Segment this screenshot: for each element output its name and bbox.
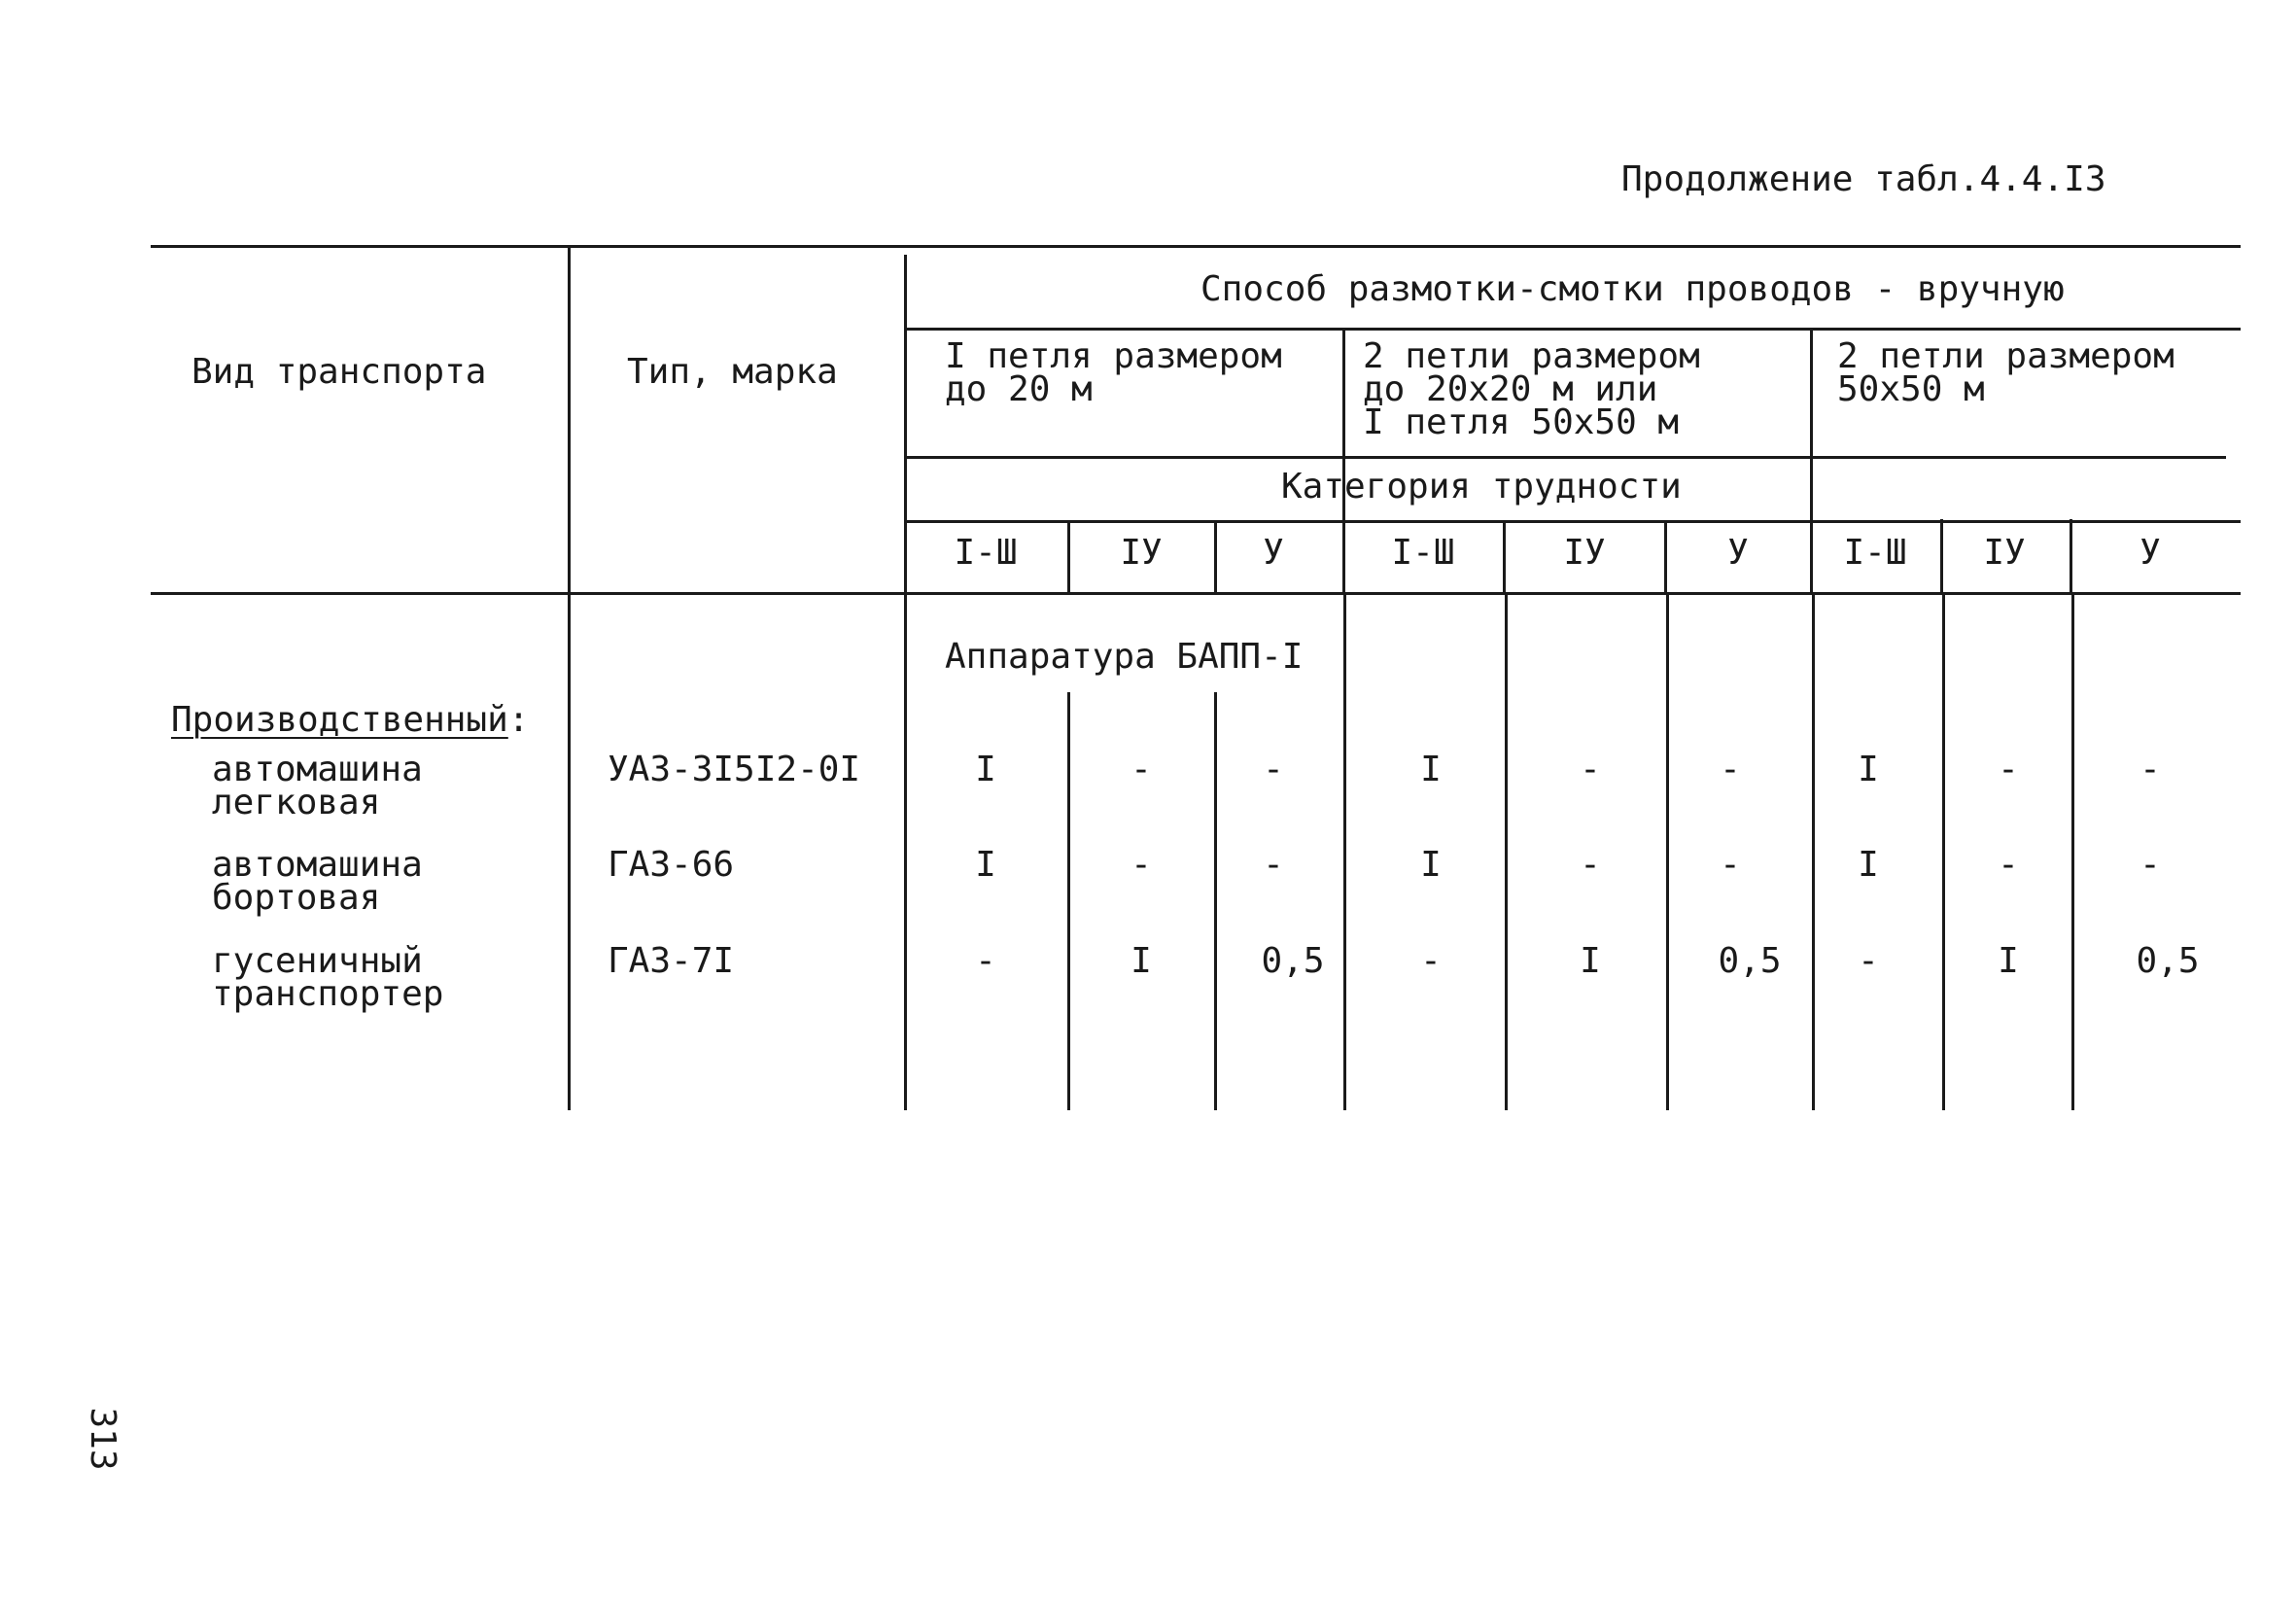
cell-value: - <box>1720 750 1741 789</box>
body-divider <box>1505 595 1508 1110</box>
cell-value: 0,5 <box>1261 941 1325 981</box>
group-suffix: : <box>507 700 530 740</box>
loop-2-line-2: до 20x20 м или <box>1363 369 1658 409</box>
header-bottom-rule <box>151 592 2241 595</box>
cell-value: - <box>2139 750 2161 789</box>
cell-value: I <box>1858 845 1879 885</box>
loop-3-line-1: 2 петли размером <box>1837 336 2174 376</box>
cell-value: - <box>1131 845 1152 885</box>
loop-divider-1 <box>1342 331 1345 593</box>
page-number: 313 <box>83 1407 122 1471</box>
row-name-line-1: автомашина <box>212 750 423 789</box>
row-name-line-2: транспортер <box>212 974 444 1014</box>
cell-value: I <box>1858 750 1879 789</box>
table-caption: Продолжение табл.4.4.I3 <box>1621 159 2106 199</box>
subcat-header: IУ <box>1983 533 2026 573</box>
cell-value: I <box>975 845 996 885</box>
cell-value: - <box>1998 845 2019 885</box>
row-name-line-2: легковая <box>212 783 381 822</box>
cell-value: - <box>1131 750 1152 789</box>
cell-value: I <box>975 750 996 789</box>
group-name: Производственный <box>171 700 508 740</box>
subcat-divider <box>1664 523 1667 593</box>
cell-value: - <box>975 941 996 981</box>
cell-value: I <box>1580 941 1601 981</box>
header-method: Способ размотки-смотки проводов - вручную <box>1200 269 2065 309</box>
loops-rule <box>904 456 2226 459</box>
loop-1-line-2: до 20 м <box>945 369 1093 409</box>
subcat-header: У <box>1263 533 1284 573</box>
cell-value: - <box>1858 941 1879 981</box>
body-divider <box>1343 595 1346 1110</box>
row-type: ГАЗ-7I <box>608 941 735 981</box>
cell-value: 0,5 <box>2136 941 2200 981</box>
apparatus-label: Аппаратура БАПП-I <box>945 637 1304 677</box>
cell-value: - <box>1720 845 1741 885</box>
col-divider-transport <box>568 248 571 1110</box>
subcat-header: I-Ш <box>1391 533 1455 573</box>
cell-value: I <box>1131 941 1152 981</box>
cell-value: - <box>1263 750 1284 789</box>
header-transport: Вид транспорта <box>191 352 487 392</box>
subcat-header: У <box>1727 533 1749 573</box>
cell-value: 0,5 <box>1718 941 1782 981</box>
row-name-line-1: гусеничный <box>212 941 423 981</box>
row-name-line-1: автомашина <box>212 845 423 885</box>
table-top-rule <box>151 245 2241 248</box>
subcat-divider <box>1503 523 1506 593</box>
subcat-header: IУ <box>1563 533 1606 573</box>
col-divider-type <box>904 255 907 1110</box>
cell-value: I <box>1420 750 1442 789</box>
loop-1-line-1: I петля размером <box>945 336 1282 376</box>
cell-value: - <box>1580 750 1601 789</box>
row-name-line-2: бортовая <box>212 878 381 918</box>
method-rule <box>904 328 2241 331</box>
header-category: Категория трудности <box>1281 467 1682 507</box>
body-divider <box>1067 692 1070 1110</box>
cell-value: - <box>1580 845 1601 885</box>
category-rule <box>904 520 2241 523</box>
cell-value: - <box>1420 941 1442 981</box>
subcat-header: У <box>2139 533 2161 573</box>
subcat-header: IУ <box>1120 533 1163 573</box>
group-label <box>171 700 530 740</box>
cell-value: - <box>1998 750 2019 789</box>
cell-value: I <box>1998 941 2019 981</box>
subcat-divider <box>1067 523 1070 593</box>
header-type: Тип, марка <box>627 352 838 392</box>
row-type: ГАЗ-66 <box>608 845 735 885</box>
loop-3-line-2: 50x50 м <box>1837 369 1985 409</box>
loop-2-line-1: 2 петли размером <box>1363 336 1700 376</box>
cell-value: - <box>2139 845 2161 885</box>
loop-2-line-3: I петля 50x50 м <box>1363 402 1680 442</box>
subcat-header: I-Ш <box>1843 533 1907 573</box>
cell-value: I <box>1420 845 1442 885</box>
subcat-header: I-Ш <box>954 533 1018 573</box>
row-type: УАЗ-3I5I2-0I <box>608 750 861 789</box>
cell-value: - <box>1263 845 1284 885</box>
